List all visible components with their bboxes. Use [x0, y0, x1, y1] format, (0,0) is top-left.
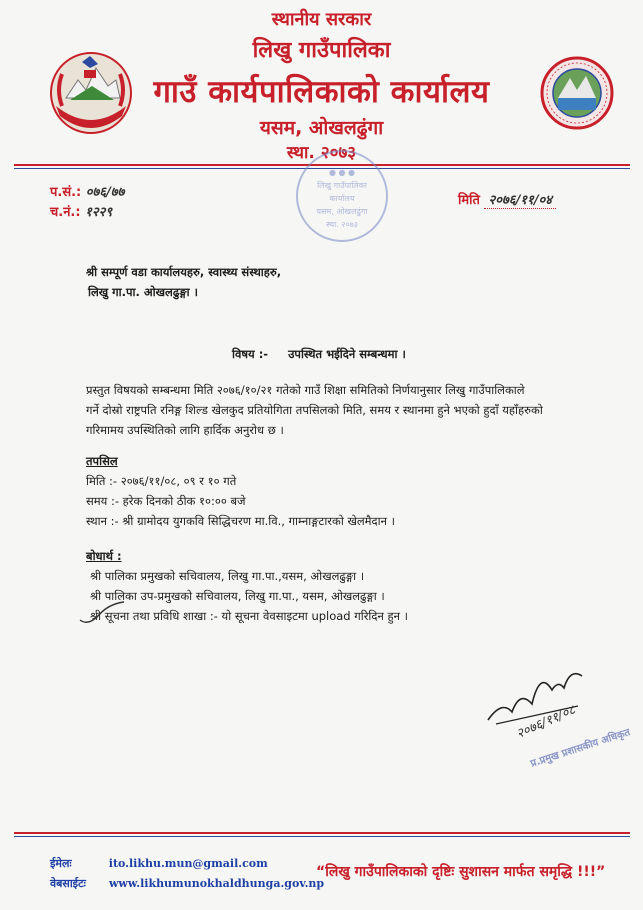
body-line-1: प्रस्तुत विषयको सम्बन्धमा मिति २०७६/१०/२१ गतेको गाउँ शिक्षा समितिको निर्णयानुसार लिखु गाउँपालिकाले: [86, 383, 525, 397]
date-label: मिति: [458, 193, 480, 208]
cc-item: श्री पालिका उप-प्रमुखको सचिवालय, लिखु गा.पा., यसम, ओखलढुङ्गा ।: [90, 589, 385, 603]
footer-website-label: वेबसाईटः: [50, 877, 86, 890]
cc-item: श्री सूचना तथा प्रविधि शाखा :- यो सूचना वेवसाइटमा upload गरिदिन हुन ।: [90, 609, 409, 623]
date-row: [458, 190, 556, 208]
date-value: २०७६/११/०४: [484, 193, 556, 209]
cc-section: [86, 546, 408, 626]
subject-label: विषय :-: [232, 347, 269, 361]
dispatch-number-label: च.नं.:: [50, 205, 81, 220]
office-stamp: ● ● ● लिखु गाउँपालिका कार्यालय यसम, ओखलढुंगा स्था. २०७३: [296, 150, 388, 242]
details-time: समय :- हरेक दिनको ठीक १०:०० बजे: [86, 494, 246, 508]
footer-divider: [14, 832, 630, 834]
cc-heading: बोधार्थ :: [86, 549, 122, 563]
cc-item: श्री पालिका प्रमुखको सचिवालय, लिखु गा.पा.,यसम, ओखलढुङ्गा ।: [90, 569, 365, 583]
footer-website-link[interactable]: www.likhumunokhaldhunga.gov.np: [108, 877, 325, 890]
footer-website-row: [50, 872, 324, 891]
footer-email-row: [50, 852, 268, 871]
body-line-2: गर्ने दोस्रो राष्ट्रपति रनिङ्ग शिल्ड खेलकुद प्रतियोगिता तपसिलको मिति, समय र स्थानमा हुने भएको हुदाँ यहाँहरुको: [86, 403, 543, 417]
recipient-line-1: श्री सम्पूर्ण वडा कार्यालयहरु, स्वास्थ्य संस्थाहरु,: [86, 265, 282, 279]
body-line-3: गरिमामय उपस्थितिको लागि हार्दिक अनुरोध छ ।: [86, 423, 284, 437]
letterhead-line-established: स्था. २०७३: [286, 143, 357, 163]
footer-slogan: “लिखु गाउँपालिकाको दृष्टिः सुशासन मार्फत समृद्धि !!!”: [316, 864, 606, 880]
footer-email-label: ईमेलः: [50, 857, 72, 870]
recipient-line-2: लिखु गा.पा. ओखलढुङ्गा ।: [88, 285, 198, 299]
footer-divider-thin: [14, 836, 630, 837]
footer-email-link[interactable]: ito.likhu.mun@gmail.com: [108, 857, 268, 870]
body-paragraph: [86, 380, 626, 440]
signature-title-stamp: प्र.प्रमुख प्रशासकीय अधिकृत: [529, 727, 632, 770]
details-heading: तपसिल: [86, 454, 118, 468]
letterhead-line-local-government: स्थानीय सरकार: [271, 9, 372, 30]
subject-text: उपस्थित भईदिने सम्बन्धमा ।: [288, 347, 406, 361]
signature-date: २०७६/११/०८: [514, 702, 578, 743]
reference-number-value: ०७६/७७: [85, 185, 125, 200]
details-date: मिति :- २०७६/११/०८, ०९ र १० गते: [86, 474, 237, 488]
subject-row: [232, 344, 406, 364]
letterhead-line-municipality-name: लिखु गाउँपालिका: [252, 38, 391, 63]
pen-check-mark: [78, 598, 128, 632]
dispatch-number-value: १२२९: [85, 205, 113, 220]
details-place: स्थान :- श्री ग्रामोदय युगकवि सिद्धिचरण मा.वि., गाम्नाङ्गटारको खेलमैदान ।: [86, 514, 396, 528]
reference-number-label: प.सं.:: [50, 185, 82, 200]
letterhead-line-address: यसम, ओखलढुंगा: [259, 117, 384, 139]
dispatch-number-row: [50, 202, 112, 220]
reference-number-row: [50, 182, 124, 200]
letterhead-line-office-name: गाउँ कार्यपालिकाको कार्यालय: [153, 74, 490, 110]
details-section: [86, 451, 395, 531]
